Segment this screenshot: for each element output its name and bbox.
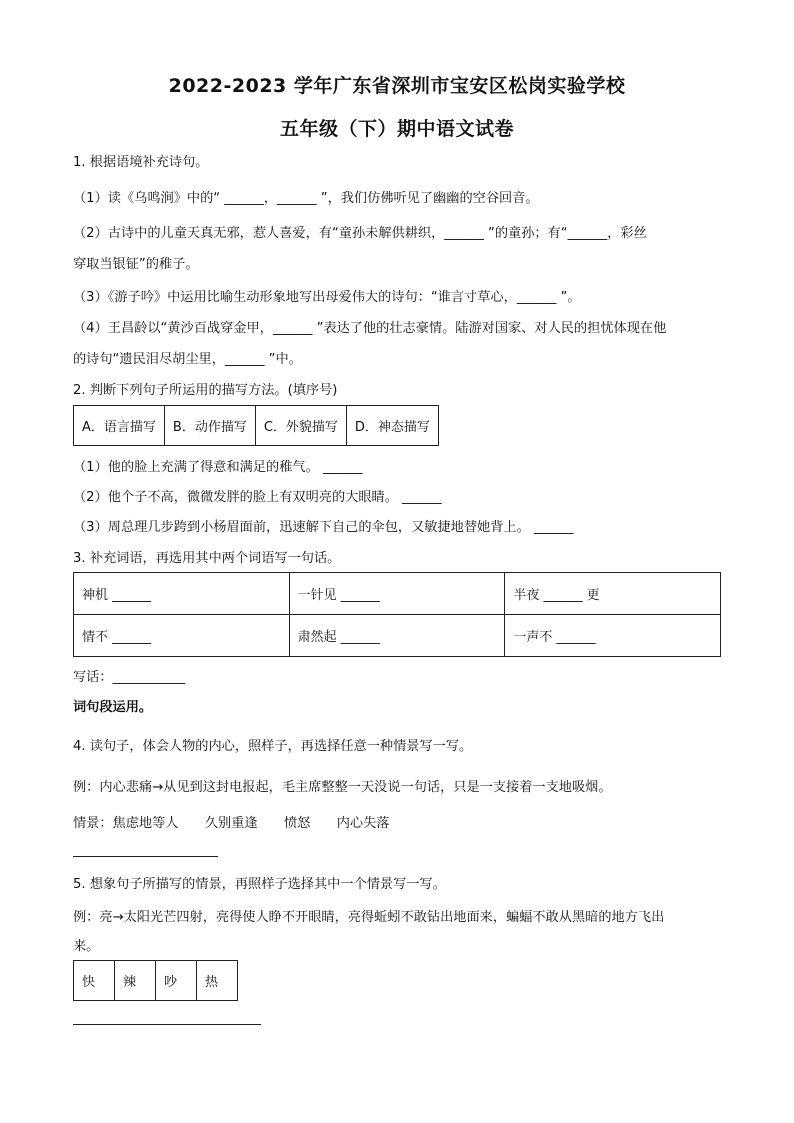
q2-heading: 2. 判断下列句子所运用的描写方法。(填序号) <box>73 383 338 398</box>
q1-item-3: （3）《游子吟》中运用比喻生动形象地写出母爱伟大的诗句：“谁言寸草心，______ ”。 <box>73 290 581 305</box>
section-heading: 词句段运用。 <box>73 700 153 715</box>
q5-word-cell: 快 <box>74 961 115 1001</box>
q5-word-cell: 热 <box>197 961 238 1001</box>
q5-word-cell: 辣 <box>115 961 156 1001</box>
q1-item-2: （2）古诗中的儿童天真无邪，惹人喜爱，有“童孙未解供耕织，______ ”的童孙；有“______，彩丝 <box>73 226 647 241</box>
q5-word-cell: 吵 <box>156 961 197 1001</box>
q3-words-table <box>73 572 721 657</box>
q2-sentence-1: （1）他的脸上充满了得意和满足的稚气。 ______ <box>73 460 363 475</box>
q3-cell: 神机 ______ <box>74 573 290 615</box>
q3-cell: 肃然起 ______ <box>289 615 505 657</box>
q3-cell: 情不 ______ <box>74 615 290 657</box>
doc-title-line1: 2022-2023 学年广东省深圳市宝安区松岗实验学校 <box>168 75 626 97</box>
q3-cell: 半夜 ______ 更 <box>505 573 721 615</box>
q3-cell: 一声不 ______ <box>505 615 721 657</box>
q1-item-1: （1）读《乌鸣涧》中的“ ______，______ ”，我们仿佛听见了幽幽的空谷回音。 <box>73 191 539 206</box>
q2-option-a: A．语言描写 <box>74 406 165 446</box>
q2-sentence-2: （2）他个子不高，微微发胖的脸上有双明亮的大眼睛。 ______ <box>73 490 442 505</box>
q5-heading: 5. 想象句子所描写的情景，再照样子选择其中一个情景写一写。 <box>73 877 446 892</box>
q4-scenes: 情景：焦虑地等人 久别重逢 愤怒 内心失落 <box>73 816 390 831</box>
q3-write-prompt: 写话：___________ <box>73 670 186 685</box>
q2-option-d: D．神态描写 <box>346 406 438 446</box>
q1-item-4: （4）王昌龄以“黄沙百战穿金甲，______ ”表达了他的壮志豪情。陆游对国家、对人民的担忧体现在他 <box>73 321 667 336</box>
q2-option-c: C．外貌描写 <box>255 406 346 446</box>
q5-answer-line <box>73 1024 261 1025</box>
q1-item-4-cont: 的诗句“遗民泪尽胡尘里，______ ”中。 <box>73 352 302 367</box>
q1-heading: 1. 根据语境补充诗句。 <box>73 155 209 170</box>
doc-title-line2: 五年级（下）期中语文试卷 <box>279 118 514 140</box>
q2-sentence-3: （3）周总理几步跨到小杨眉面前，迅速解下自己的伞包，又敏捷地替她背上。 ______ <box>73 520 574 535</box>
q4-heading: 4. 读句子，体会人物的内心，照样子，再选择任意一种情景写一写。 <box>73 739 473 754</box>
q3-cell: 一针见 ______ <box>289 573 505 615</box>
q2-option-b: B．动作描写 <box>164 406 255 446</box>
q5-example-cont: 来。 <box>73 939 100 954</box>
q4-answer-line <box>73 856 218 857</box>
q2-options-table <box>73 405 439 446</box>
q5-words-table <box>73 960 238 1001</box>
q5-example: 例：亮→太阳光芒四射，亮得使人睁不开眼睛，亮得蚯蚓不敢钻出地面来，蝙蝠不敢从黑暗的地方飞出 <box>73 910 665 925</box>
q4-example: 例：内心悲痛→从见到这封电报起，毛主席整整一天没说一句话，只是一支接着一支地吸烟。 <box>73 780 612 795</box>
q1-item-2-cont: 穿取当银钲”的稚子。 <box>73 257 199 272</box>
q3-heading: 3. 补充词语，再选用其中两个词语写一句话。 <box>73 551 341 566</box>
